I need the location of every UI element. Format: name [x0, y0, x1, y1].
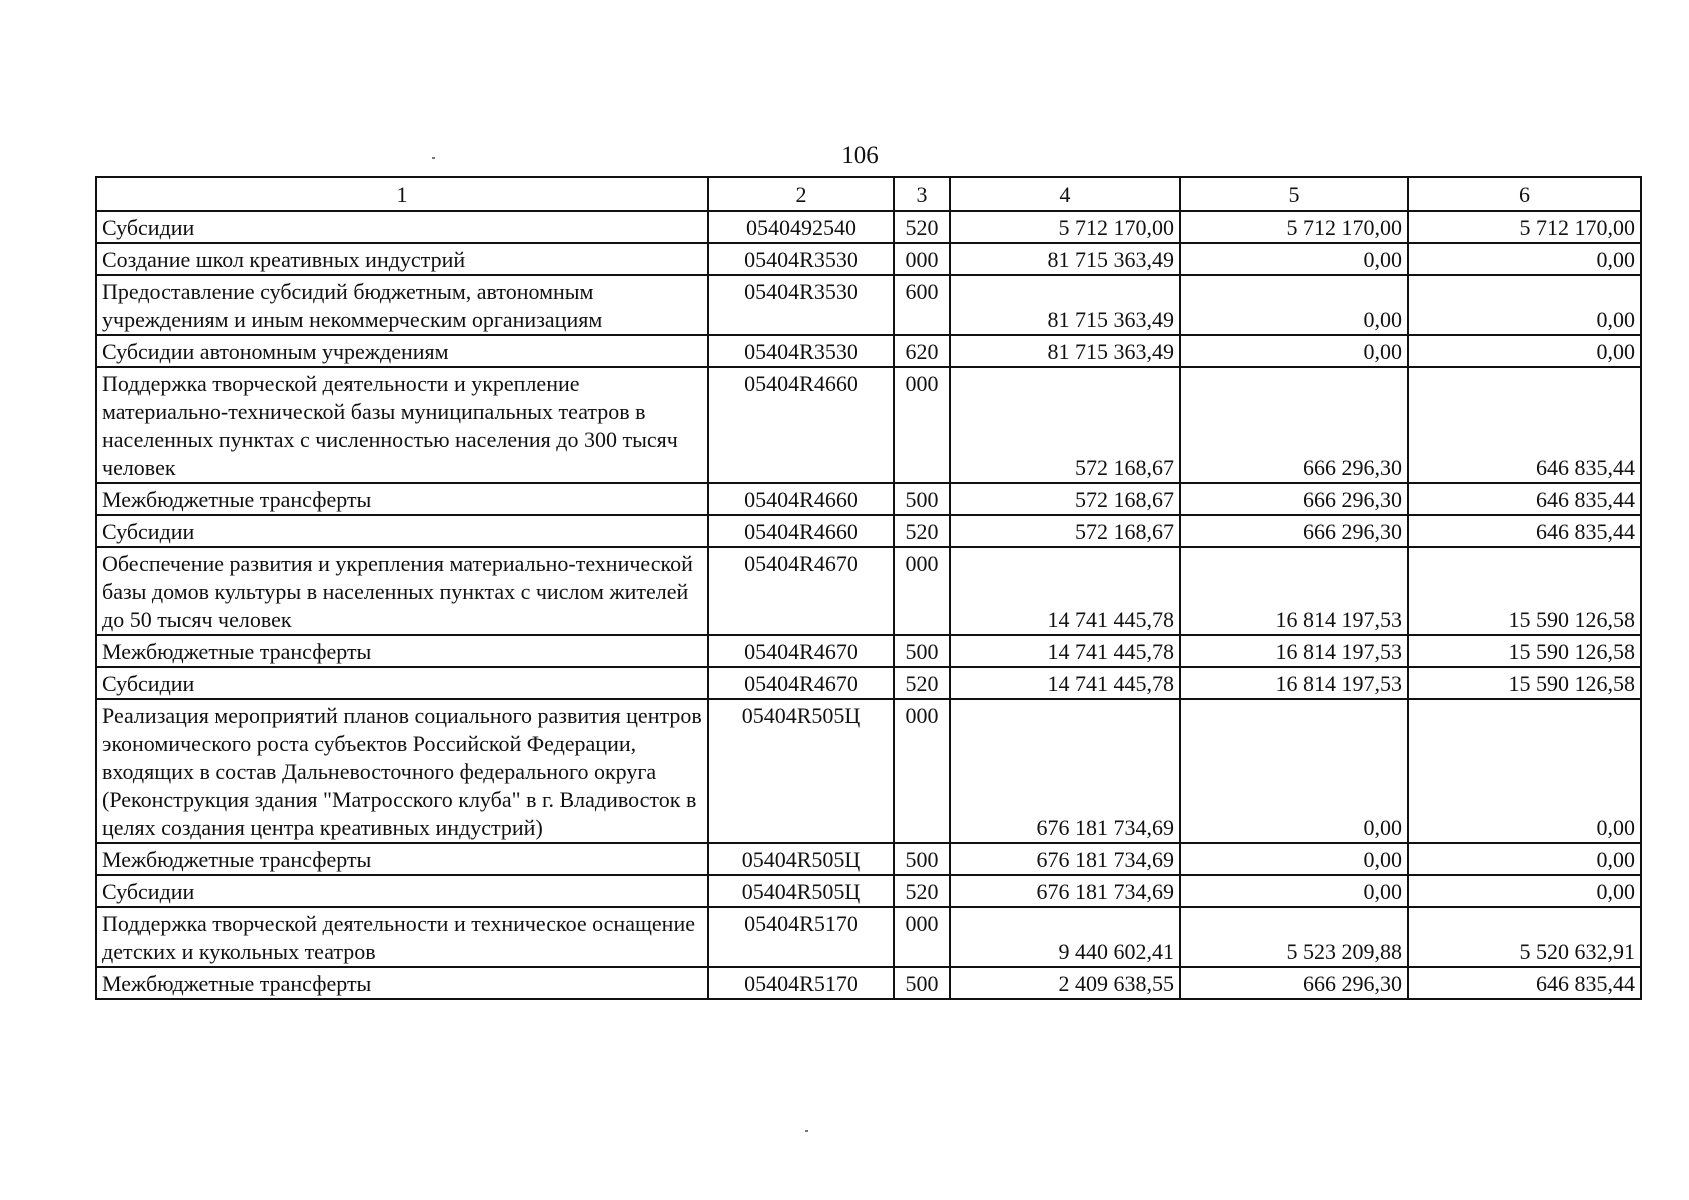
table-row: [96, 211, 1641, 243]
row-value-col6: 15 590 126,58: [1408, 547, 1641, 635]
table-header-row: [96, 177, 1641, 211]
table-row: [96, 699, 1641, 843]
column-header: 6: [1408, 177, 1641, 211]
row-value-col4: 14 741 445,78: [950, 547, 1180, 635]
row-value-col4: 572 168,67: [950, 515, 1180, 547]
row-code: 05404R5170: [708, 967, 894, 999]
row-value-col5: 16 814 197,53: [1180, 667, 1408, 699]
scan-speck: [805, 1130, 808, 1132]
row-value-col6: 15 590 126,58: [1408, 667, 1641, 699]
table-row: [96, 907, 1641, 967]
row-value-col4: 676 181 734,69: [950, 843, 1180, 875]
table-row: [96, 667, 1641, 699]
row-value-col6: 0,00: [1408, 243, 1641, 275]
table-body: [96, 211, 1641, 999]
table-row: [96, 635, 1641, 667]
table-row: [96, 967, 1641, 999]
table-row: [96, 483, 1641, 515]
row-code: 05404R4660: [708, 367, 894, 483]
row-value-col4: 9 440 602,41: [950, 907, 1180, 967]
table-row: [96, 843, 1641, 875]
row-name: Межбюджетные трансферты: [96, 635, 708, 667]
row-value-col5: 0,00: [1180, 875, 1408, 907]
row-value-col6: 0,00: [1408, 275, 1641, 335]
row-code: 05404R4670: [708, 667, 894, 699]
row-name: Межбюджетные трансферты: [96, 967, 708, 999]
row-value-col6: 5 712 170,00: [1408, 211, 1641, 243]
column-header: 3: [894, 177, 950, 211]
row-value-col4: 2 409 638,55: [950, 967, 1180, 999]
row-expense-type: 500: [894, 843, 950, 875]
row-expense-type: 000: [894, 907, 950, 967]
row-value-col4: 5 712 170,00: [950, 211, 1180, 243]
row-expense-type: 500: [894, 483, 950, 515]
row-expense-type: 600: [894, 275, 950, 335]
row-value-col5: 666 296,30: [1180, 483, 1408, 515]
row-code: 05404R4670: [708, 635, 894, 667]
row-value-col4: 572 168,67: [950, 483, 1180, 515]
row-expense-type: 500: [894, 635, 950, 667]
row-expense-type: 520: [894, 667, 950, 699]
row-name: Предоставление субсидий бюджетным, автономным учреждениям и иным некоммерческим организациям: [96, 275, 708, 335]
column-header: 5: [1180, 177, 1408, 211]
table-row: [96, 335, 1641, 367]
column-header: 4: [950, 177, 1180, 211]
budget-table: [95, 176, 1642, 1000]
row-value-col6: 15 590 126,58: [1408, 635, 1641, 667]
row-code: 05404R505Ц: [708, 875, 894, 907]
table-row: [96, 547, 1641, 635]
row-name: Создание школ креативных индустрий: [96, 243, 708, 275]
column-header: 1: [96, 177, 708, 211]
row-code: 05404R3530: [708, 243, 894, 275]
row-value-col6: 0,00: [1408, 699, 1641, 843]
row-name: Субсидии: [96, 515, 708, 547]
row-name: Реализация мероприятий планов социального развития центров экономического роста субъектов Российской Федерации, входящих в состав Дальневосточного федерального округа (Реконструкция здания "Матросского клуба" в г. Владивосток в целях создания центра креативных индустрий): [96, 699, 708, 843]
scan-speck: [432, 157, 435, 159]
row-name: Обеспечение развития и укрепления материально-технической базы домов культуры в населенных пунктах с числом жителей до 50 тысяч человек: [96, 547, 708, 635]
row-expense-type: 620: [894, 335, 950, 367]
row-name: Субсидии: [96, 211, 708, 243]
row-value-col6: 646 835,44: [1408, 367, 1641, 483]
row-name: Субсидии: [96, 667, 708, 699]
row-name: Межбюджетные трансферты: [96, 843, 708, 875]
row-name: Субсидии автономным учреждениям: [96, 335, 708, 367]
row-expense-type: 500: [894, 967, 950, 999]
column-header: 2: [708, 177, 894, 211]
row-value-col5: 5 712 170,00: [1180, 211, 1408, 243]
row-value-col5: 0,00: [1180, 275, 1408, 335]
row-value-col6: 646 835,44: [1408, 483, 1641, 515]
row-value-col6: 0,00: [1408, 335, 1641, 367]
row-value-col4: 14 741 445,78: [950, 667, 1180, 699]
page-number: 106: [841, 142, 879, 169]
row-value-col5: 666 296,30: [1180, 515, 1408, 547]
row-value-col5: 5 523 209,88: [1180, 907, 1408, 967]
row-code: 05404R4670: [708, 547, 894, 635]
row-value-col5: 666 296,30: [1180, 367, 1408, 483]
row-value-col4: 14 741 445,78: [950, 635, 1180, 667]
row-code: 05404R3530: [708, 335, 894, 367]
table-row: [96, 515, 1641, 547]
row-value-col4: 676 181 734,69: [950, 875, 1180, 907]
row-value-col6: 646 835,44: [1408, 515, 1641, 547]
row-expense-type: 000: [894, 547, 950, 635]
row-expense-type: 000: [894, 367, 950, 483]
row-code: 05404R505Ц: [708, 699, 894, 843]
row-value-col5: 16 814 197,53: [1180, 547, 1408, 635]
row-code: 05404R5170: [708, 907, 894, 967]
row-expense-type: 520: [894, 875, 950, 907]
row-name: Межбюджетные трансферты: [96, 483, 708, 515]
row-expense-type: 520: [894, 211, 950, 243]
row-code: 0540492540: [708, 211, 894, 243]
table-row: [96, 243, 1641, 275]
row-value-col4: 676 181 734,69: [950, 699, 1180, 843]
row-code: 05404R3530: [708, 275, 894, 335]
row-value-col5: 666 296,30: [1180, 967, 1408, 999]
row-code: 05404R4660: [708, 483, 894, 515]
table-row: [96, 367, 1641, 483]
row-code: 05404R4660: [708, 515, 894, 547]
row-value-col4: 81 715 363,49: [950, 275, 1180, 335]
row-value-col4: 81 715 363,49: [950, 335, 1180, 367]
row-value-col6: 0,00: [1408, 875, 1641, 907]
row-expense-type: 000: [894, 243, 950, 275]
row-name: Субсидии: [96, 875, 708, 907]
row-expense-type: 000: [894, 699, 950, 843]
table-row: [96, 275, 1641, 335]
row-value-col4: 572 168,67: [950, 367, 1180, 483]
row-name: Поддержка творческой деятельности и техническое оснащение детских и кукольных театров: [96, 907, 708, 967]
row-code: 05404R505Ц: [708, 843, 894, 875]
row-name: Поддержка творческой деятельности и укрепление материально-технической базы муниципальных театров в населенных пунктах с численностью населения до 300 тысяч человек: [96, 367, 708, 483]
row-value-col5: 0,00: [1180, 243, 1408, 275]
row-value-col4: 81 715 363,49: [950, 243, 1180, 275]
row-value-col6: 5 520 632,91: [1408, 907, 1641, 967]
row-value-col5: 16 814 197,53: [1180, 635, 1408, 667]
row-value-col5: 0,00: [1180, 335, 1408, 367]
row-value-col5: 0,00: [1180, 843, 1408, 875]
row-value-col5: 0,00: [1180, 699, 1408, 843]
row-value-col6: 646 835,44: [1408, 967, 1641, 999]
table-row: [96, 875, 1641, 907]
row-expense-type: 520: [894, 515, 950, 547]
row-value-col6: 0,00: [1408, 843, 1641, 875]
